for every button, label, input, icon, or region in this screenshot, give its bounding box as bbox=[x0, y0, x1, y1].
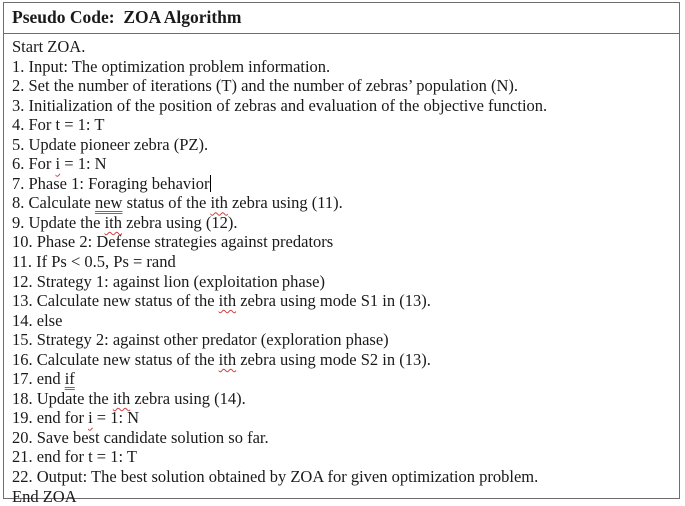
line-14 bbox=[12, 311, 679, 331]
line-text: 1. Input: The optimization problem information. bbox=[12, 56, 331, 76]
line-3 bbox=[12, 96, 679, 116]
grammar-flagged-word[interactable]: new bbox=[94, 193, 123, 213]
line-text: 19. end for bbox=[12, 408, 89, 428]
line-text: 18. Update the bbox=[12, 388, 113, 408]
line-text: 5. Update pioneer zebra (PZ). bbox=[12, 134, 209, 154]
line-text: 9. Update the bbox=[12, 212, 105, 232]
line-text: 13. Calculate new status of the bbox=[12, 291, 219, 311]
line-16 bbox=[12, 350, 679, 370]
line-1 bbox=[12, 57, 679, 77]
line-text: status of the bbox=[122, 193, 211, 213]
spellcheck-flagged-word[interactable]: i bbox=[55, 154, 61, 174]
line-text: Start ZOA. bbox=[12, 37, 86, 56]
line-13 bbox=[12, 291, 679, 311]
line-4 bbox=[12, 115, 679, 135]
line-text: 6. For bbox=[12, 154, 56, 174]
line-text: = 1: N bbox=[60, 154, 107, 174]
spellcheck-flagged-word[interactable]: ith bbox=[218, 291, 237, 311]
line-11 bbox=[12, 252, 679, 272]
spellcheck-flagged-word[interactable]: ith bbox=[218, 349, 237, 369]
line-text: 3. Initialization of the position of zebras and evaluation of the objective function. bbox=[12, 95, 548, 115]
line-text: zebra using (12). bbox=[121, 212, 238, 232]
line-text: 10. Phase 2: Defense strategies against predators bbox=[12, 232, 334, 252]
line-text: 16. Calculate new status of the bbox=[12, 349, 219, 369]
line-text: 2. Set the number of iterations (T) and the number of zebras’ population (N). bbox=[12, 76, 518, 96]
line-5 bbox=[12, 135, 679, 155]
line-end bbox=[12, 487, 679, 506]
line-text: End ZOA bbox=[12, 486, 77, 506]
line-start bbox=[12, 37, 679, 57]
line-17 bbox=[12, 369, 679, 389]
pseudo-code-body[interactable] bbox=[4, 34, 679, 506]
line-10 bbox=[12, 232, 679, 252]
line-text: 22. Output: The best solution obtained by ZOA for given optimization problem. bbox=[12, 467, 539, 487]
line-7 bbox=[12, 174, 679, 194]
line-text: 20. Save best candidate solution so far. bbox=[12, 427, 269, 447]
line-6 bbox=[12, 154, 679, 174]
line-text: 14. else bbox=[12, 310, 63, 330]
table-header-title: Pseudo Code: ZOA Algorithm bbox=[4, 3, 679, 34]
line-2 bbox=[12, 76, 679, 96]
line-text: 4. For t = 1: T bbox=[12, 115, 105, 135]
line-text: zebra using mode S1 in (13). bbox=[236, 291, 431, 311]
line-text: 7. Phase 1: Foraging behavior bbox=[12, 173, 210, 193]
line-text: zebra using (11). bbox=[227, 193, 343, 213]
line-text: 15. Strategy 2: against other predator (exploration phase) bbox=[12, 330, 389, 350]
line-8 bbox=[12, 193, 679, 213]
line-text: 11. If Ps < 0.5, Ps = rand bbox=[12, 252, 176, 272]
line-text: 21. end for t = 1: T bbox=[12, 447, 137, 467]
grammar-flagged-word[interactable]: if bbox=[64, 369, 75, 389]
line-19 bbox=[12, 408, 679, 428]
line-text: zebra using (14). bbox=[130, 388, 246, 408]
line-text: 8. Calculate bbox=[12, 193, 95, 213]
spellcheck-flagged-word[interactable]: ith bbox=[104, 212, 122, 232]
spellcheck-flagged-word[interactable]: ith bbox=[210, 193, 228, 213]
pseudo-code-table bbox=[3, 2, 680, 506]
line-20 bbox=[12, 428, 679, 448]
line-12 bbox=[12, 272, 679, 292]
line-21 bbox=[12, 447, 679, 467]
text-cursor bbox=[210, 175, 211, 192]
spellcheck-flagged-word[interactable]: i bbox=[88, 408, 93, 428]
line-15 bbox=[12, 330, 679, 350]
line-9 bbox=[12, 213, 679, 233]
spellcheck-flagged-word[interactable]: ith bbox=[112, 388, 131, 408]
line-18 bbox=[12, 389, 679, 409]
line-text: = 1: N bbox=[92, 408, 140, 428]
line-text: 12. Strategy 1: against lion (exploitation phase) bbox=[12, 271, 325, 291]
line-text: zebra using mode S2 in (13). bbox=[236, 349, 431, 369]
line-22 bbox=[12, 467, 679, 487]
line-text: 17. end bbox=[12, 369, 65, 389]
